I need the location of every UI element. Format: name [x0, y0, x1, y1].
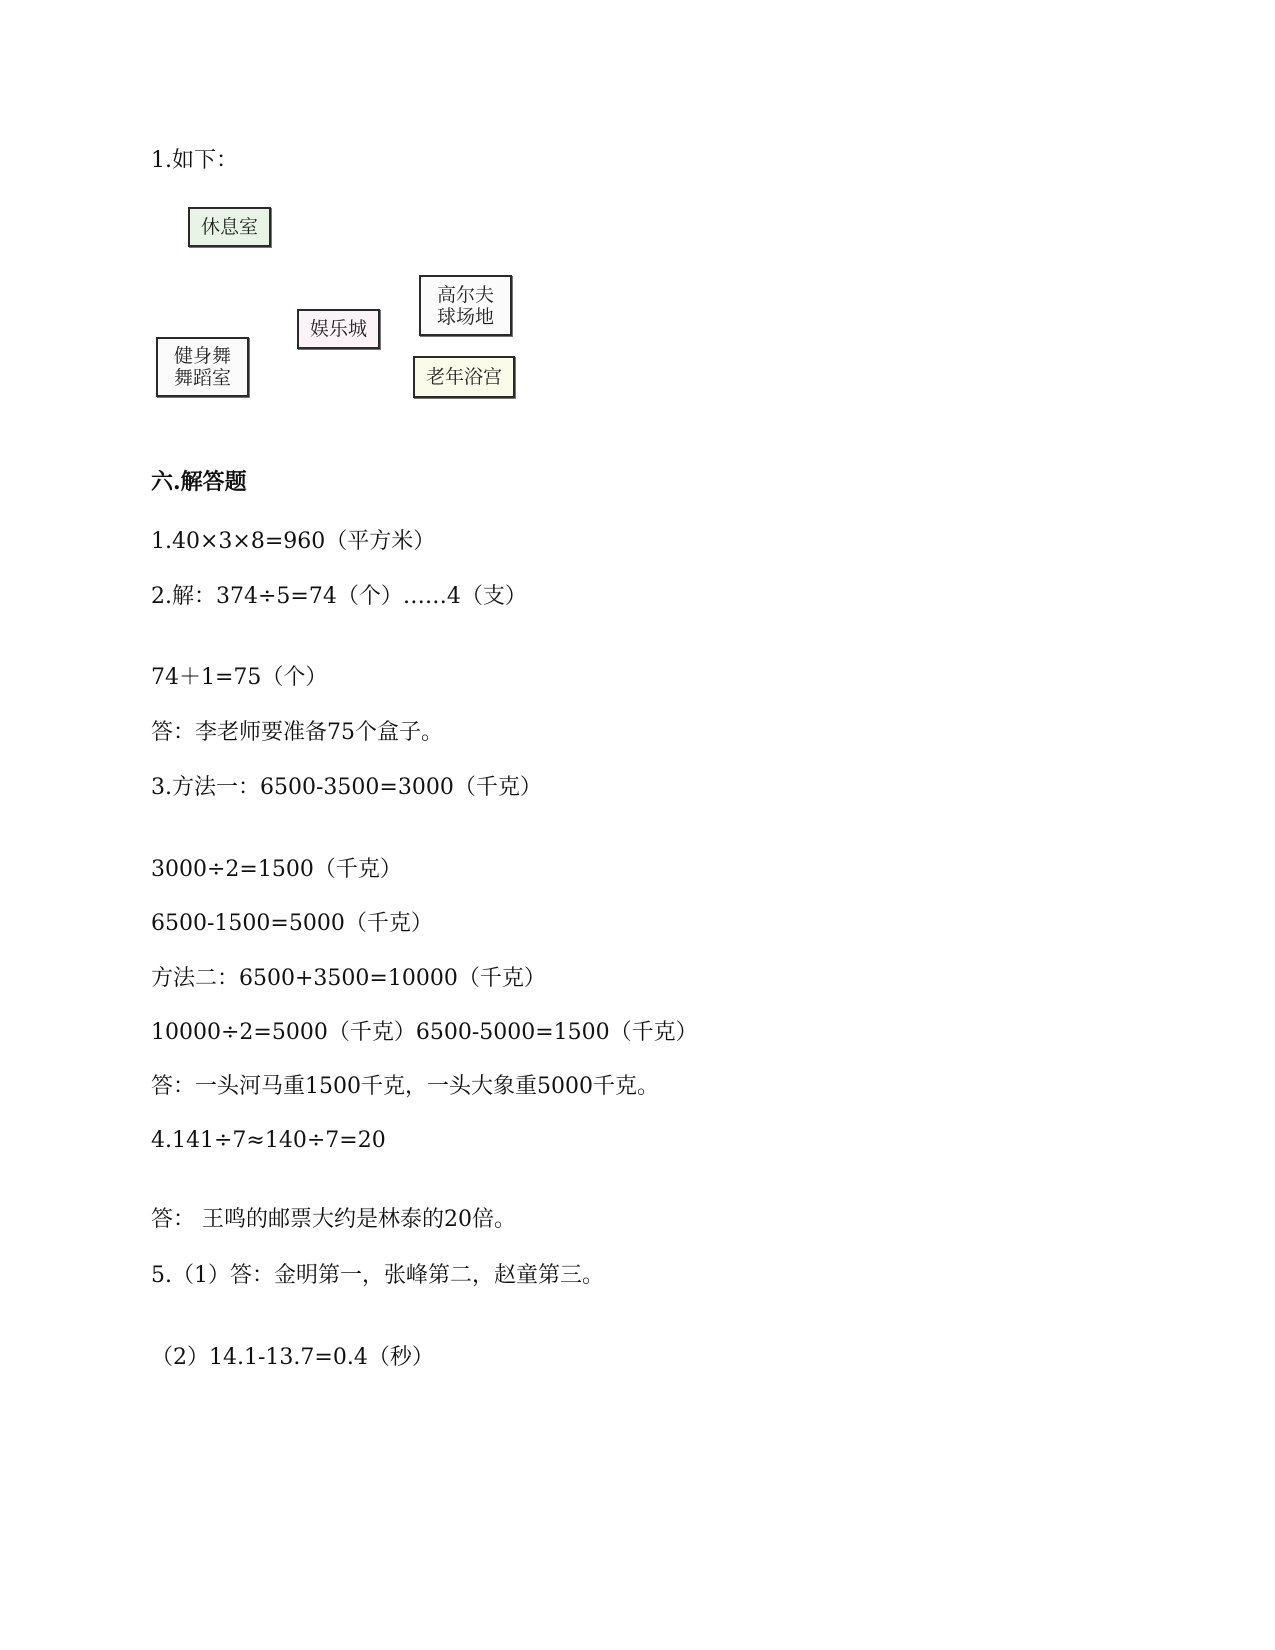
fitness-dance-room-box: 健身舞 舞蹈室	[156, 337, 249, 397]
answer-line: 4.141÷7≈140÷7=20	[151, 1128, 386, 1153]
answer-line: 1.40×3×8=960（平方米）	[151, 529, 436, 554]
answer-line: 方法二：6500+3500=10000（千克）	[151, 966, 546, 991]
rest-room-box: 休息室	[188, 207, 271, 247]
answer-line: 2.解：374÷5=74（个）……4（支）	[151, 584, 527, 609]
answer-line: 74＋1=75（个）	[151, 665, 328, 690]
section6-heading: 六.解答题	[151, 469, 247, 495]
answer-line: 3000÷2=1500（千克）	[151, 857, 402, 882]
answer-line: 答：李老师要准备75个盒子。	[151, 720, 443, 745]
answer-line: 3.方法一：6500-3500=3000（千克）	[151, 775, 542, 800]
entertainment-city-box: 娱乐城	[297, 309, 380, 349]
senior-bath-palace-box: 老年浴宫	[413, 356, 515, 398]
answer-line: 6500-1500=5000（千克）	[151, 911, 433, 936]
golf-course-box: 高尔夫 球场地	[419, 275, 512, 336]
answer-line: （2）14.1-13.7=0.4（秒）	[151, 1345, 434, 1370]
answer-line: 答： 王鸣的邮票大约是林泰的20倍。	[151, 1207, 516, 1232]
answer-line: 5.（1）答：金明第一，张峰第二，赵童第三。	[151, 1263, 604, 1288]
section1-item1: 1.如下：	[151, 148, 238, 173]
answer-line: 10000÷2=5000（千克）6500-5000=1500（千克）	[151, 1020, 698, 1045]
room-layout-diagram	[150, 200, 550, 430]
answer-line: 答：一头河马重1500千克，一头大象重5000千克。	[151, 1074, 659, 1099]
